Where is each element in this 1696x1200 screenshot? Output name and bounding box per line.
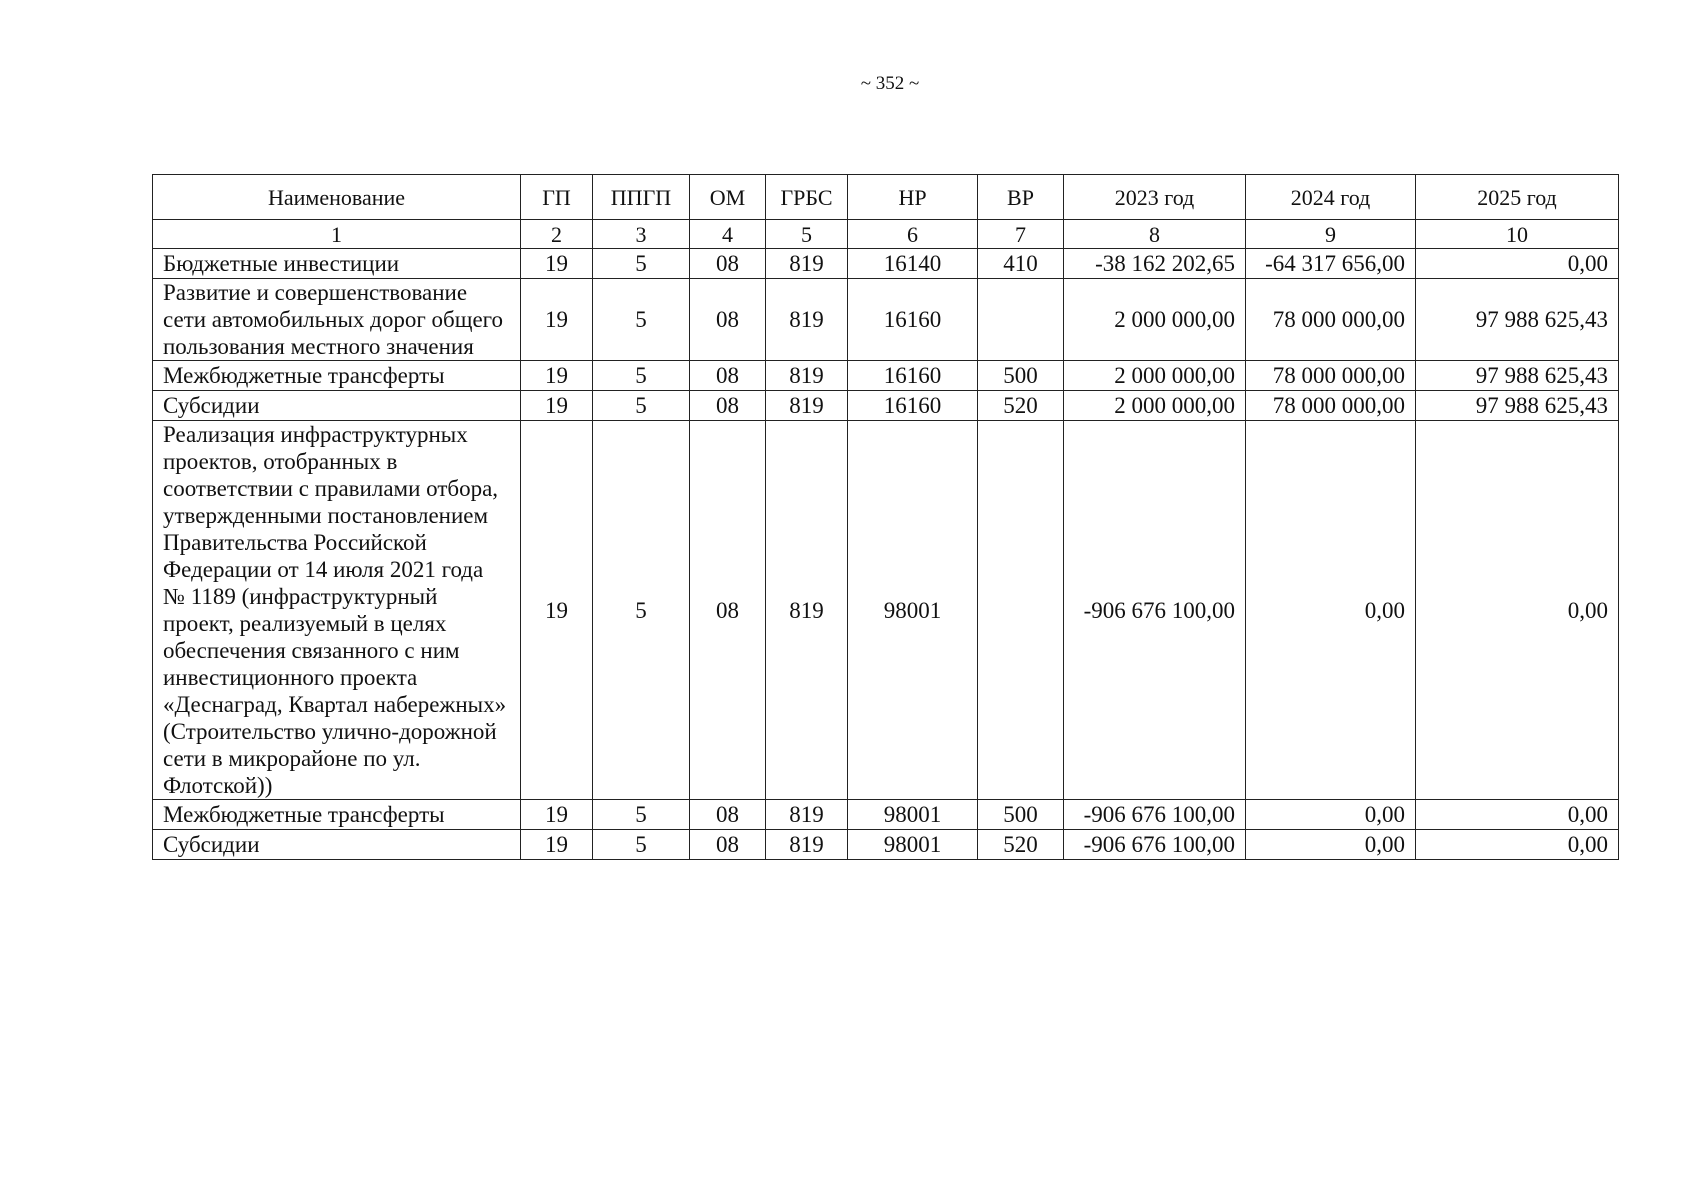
row-2025: 0,00 — [1416, 421, 1619, 800]
row-2023: -906 676 100,00 — [1064, 421, 1246, 800]
row-2023: 2 000 000,00 — [1064, 361, 1246, 391]
row-ppgp: 5 — [593, 361, 690, 391]
table-row — [153, 361, 1619, 391]
row-name: Межбюджетные трансферты — [153, 800, 521, 830]
row-nr: 98001 — [848, 800, 978, 830]
row-vr: 520 — [978, 391, 1064, 421]
row-nr: 16160 — [848, 361, 978, 391]
column-header-2025: 2025 год — [1416, 175, 1619, 220]
column-number: 8 — [1064, 220, 1246, 249]
table-row — [153, 830, 1619, 860]
column-number: 3 — [593, 220, 690, 249]
row-2024: 0,00 — [1246, 830, 1416, 860]
table-row — [153, 279, 1619, 361]
column-number: 2 — [521, 220, 593, 249]
row-gp: 19 — [521, 391, 593, 421]
row-ppgp: 5 — [593, 830, 690, 860]
column-header-2024: 2024 год — [1246, 175, 1416, 220]
row-grbs: 819 — [766, 421, 848, 800]
row-2025: 97 988 625,43 — [1416, 361, 1619, 391]
column-number-row — [153, 220, 1619, 249]
table-row — [153, 421, 1619, 800]
row-nr: 16160 — [848, 279, 978, 361]
column-number: 7 — [978, 220, 1064, 249]
row-om: 08 — [690, 800, 766, 830]
row-vr: 500 — [978, 361, 1064, 391]
row-2024: 78 000 000,00 — [1246, 391, 1416, 421]
table-body — [153, 220, 1619, 860]
column-header-vr: ВР — [978, 175, 1064, 220]
row-2024: 0,00 — [1246, 421, 1416, 800]
row-om: 08 — [690, 249, 766, 279]
table-row — [153, 800, 1619, 830]
row-gp: 19 — [521, 279, 593, 361]
row-2023: 2 000 000,00 — [1064, 391, 1246, 421]
row-2025: 97 988 625,43 — [1416, 391, 1619, 421]
row-2024: 78 000 000,00 — [1246, 361, 1416, 391]
row-2025: 0,00 — [1416, 800, 1619, 830]
row-grbs: 819 — [766, 279, 848, 361]
row-vr: 410 — [978, 249, 1064, 279]
column-header-nr: НР — [848, 175, 978, 220]
row-vr: 520 — [978, 830, 1064, 860]
table-row — [153, 249, 1619, 279]
header-row — [153, 175, 1619, 220]
column-header-grbs: ГРБС — [766, 175, 848, 220]
row-name: Субсидии — [153, 830, 521, 860]
row-om: 08 — [690, 391, 766, 421]
row-grbs: 819 — [766, 391, 848, 421]
row-grbs: 819 — [766, 249, 848, 279]
row-2024: -64 317 656,00 — [1246, 249, 1416, 279]
row-vr: 500 — [978, 800, 1064, 830]
row-om: 08 — [690, 830, 766, 860]
column-header-2023: 2023 год — [1064, 175, 1246, 220]
row-2025: 97 988 625,43 — [1416, 279, 1619, 361]
row-vr — [978, 421, 1064, 800]
column-number: 10 — [1416, 220, 1619, 249]
row-2023: 2 000 000,00 — [1064, 279, 1246, 361]
table-header — [153, 175, 1619, 220]
column-header-ppgp: ППГП — [593, 175, 690, 220]
row-2024: 0,00 — [1246, 800, 1416, 830]
row-name: Субсидии — [153, 391, 521, 421]
row-nr: 98001 — [848, 421, 978, 800]
row-2023: -38 162 202,65 — [1064, 249, 1246, 279]
row-ppgp: 5 — [593, 800, 690, 830]
row-2025: 0,00 — [1416, 830, 1619, 860]
row-name: Бюджетные инвестиции — [153, 249, 521, 279]
table-row — [153, 391, 1619, 421]
row-ppgp: 5 — [593, 421, 690, 800]
row-om: 08 — [690, 361, 766, 391]
column-header-om: ОМ — [690, 175, 766, 220]
row-gp: 19 — [521, 249, 593, 279]
row-gp: 19 — [521, 421, 593, 800]
row-ppgp: 5 — [593, 249, 690, 279]
row-name: Реализация инфраструктурных проектов, отобранных в соответствии с правилами отбора, утвержденными постановлением Правительства Российской Федерации от 14 июля 2021 года № 1189 (инфраструктурный проект, реализуемый в целях обеспечения связанного с ним инвестиционного проекта «Деснаград, Квартал набережных» (Строительство улично-дорожной сети в микрорайоне по ул. Флотской)) — [153, 421, 521, 800]
row-grbs: 819 — [766, 800, 848, 830]
row-2023: -906 676 100,00 — [1064, 830, 1246, 860]
row-nr: 98001 — [848, 830, 978, 860]
row-grbs: 819 — [766, 361, 848, 391]
column-number: 4 — [690, 220, 766, 249]
row-om: 08 — [690, 421, 766, 800]
row-ppgp: 5 — [593, 279, 690, 361]
row-2024: 78 000 000,00 — [1246, 279, 1416, 361]
row-om: 08 — [690, 279, 766, 361]
column-number: 1 — [153, 220, 521, 249]
row-gp: 19 — [521, 830, 593, 860]
budget-table — [152, 174, 1619, 860]
row-2023: -906 676 100,00 — [1064, 800, 1246, 830]
column-number: 5 — [766, 220, 848, 249]
column-number: 6 — [848, 220, 978, 249]
row-grbs: 819 — [766, 830, 848, 860]
row-name: Межбюджетные трансферты — [153, 361, 521, 391]
row-2025: 0,00 — [1416, 249, 1619, 279]
row-name: Развитие и совершенствование сети автомобильных дорог общего пользования местного значения — [153, 279, 521, 361]
column-number: 9 — [1246, 220, 1416, 249]
row-gp: 19 — [521, 800, 593, 830]
column-header-name: Наименование — [153, 175, 521, 220]
row-ppgp: 5 — [593, 391, 690, 421]
row-nr: 16160 — [848, 391, 978, 421]
column-header-gp: ГП — [521, 175, 593, 220]
page-number: ~ 352 ~ — [860, 73, 920, 94]
row-vr — [978, 279, 1064, 361]
row-nr: 16140 — [848, 249, 978, 279]
row-gp: 19 — [521, 361, 593, 391]
